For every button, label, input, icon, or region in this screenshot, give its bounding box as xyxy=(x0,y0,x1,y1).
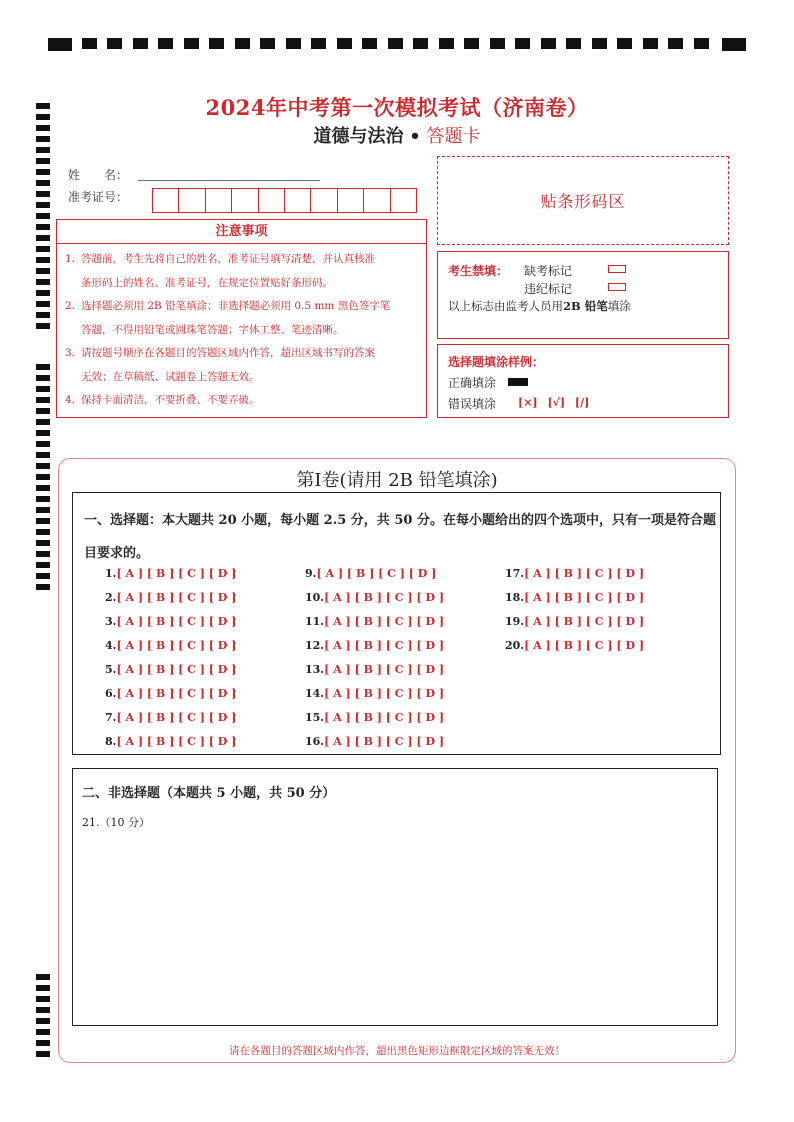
note-item xyxy=(63,319,420,343)
timing-mark xyxy=(388,38,403,49)
question-number: 16. xyxy=(305,735,325,748)
id-digit-box[interactable] xyxy=(153,189,179,212)
timing-mark xyxy=(490,38,505,49)
id-digit-box[interactable] xyxy=(232,189,258,212)
timing-mark xyxy=(36,246,50,252)
timing-mark xyxy=(36,529,50,535)
timing-mark xyxy=(184,38,199,49)
timing-mark xyxy=(36,419,50,425)
answer-options[interactable]: [ A ] [ B ] [ C ] [ D ] xyxy=(116,615,237,628)
timing-mark xyxy=(260,38,275,49)
note-item xyxy=(63,366,420,390)
timing-mark xyxy=(36,1018,50,1024)
id-digit-box[interactable] xyxy=(311,189,337,212)
answer-options[interactable]: [ A ] [ B ] [ C ] [ D ] xyxy=(116,591,237,604)
timing-mark xyxy=(36,397,50,403)
forbid-note-suffix: 填涂 xyxy=(607,299,631,313)
question-number: 2. xyxy=(105,591,117,604)
notes-box xyxy=(56,219,427,418)
choice-question-row[interactable] xyxy=(305,735,444,748)
question-number: 9. xyxy=(305,567,317,580)
id-digit-box[interactable] xyxy=(259,189,285,212)
answer-options[interactable]: [ A ] [ B ] [ C ] [ D ] xyxy=(116,639,237,652)
choice-question-row[interactable] xyxy=(105,615,236,628)
answer-options[interactable]: [ A ] [ B ] [ C ] [ D ] xyxy=(116,567,237,580)
timing-mark xyxy=(36,1029,50,1035)
choice-question-row[interactable] xyxy=(105,591,236,604)
note-text: 答题，不得用铅笔或圆珠笔答题；字体工整、笔迹清晰。 xyxy=(81,323,344,336)
notes-heading: 注意事项 xyxy=(57,220,426,244)
answer-options[interactable]: [ A ] [ B ] [ C ] [ D ] xyxy=(324,591,445,604)
timing-mark xyxy=(36,562,50,568)
timing-mark xyxy=(337,38,352,49)
question-number: 13. xyxy=(305,663,325,676)
timing-mark xyxy=(36,169,50,175)
timing-mark xyxy=(36,452,50,458)
timing-mark xyxy=(36,235,50,241)
answer-options[interactable]: [ A ] [ B ] [ C ] [ D ] xyxy=(524,639,645,652)
id-digit-box[interactable] xyxy=(179,189,205,212)
choice-question-row[interactable] xyxy=(505,615,644,628)
timing-mark xyxy=(36,158,50,164)
choice-question-row[interactable] xyxy=(305,615,444,628)
note-item xyxy=(63,389,420,413)
essay-title: 二、非选择题（本题共 5 小题，共 50 分） xyxy=(82,786,336,801)
candidate-forbidden-box xyxy=(437,251,729,339)
timing-mark xyxy=(286,38,301,49)
answer-options[interactable]: [ A ] [ B ] [ C ] [ D ] xyxy=(116,735,237,748)
timing-mark xyxy=(617,38,632,49)
question-number: 14. xyxy=(305,687,325,700)
correct-fill-mark xyxy=(508,378,528,386)
question-number: 19. xyxy=(505,615,525,628)
timing-mark xyxy=(36,974,50,980)
timing-mark xyxy=(36,430,50,436)
timing-mark xyxy=(592,38,607,49)
choice-question-row[interactable] xyxy=(305,639,444,652)
timing-mark xyxy=(36,375,50,381)
timing-mark xyxy=(36,301,50,307)
timing-mark xyxy=(36,268,50,274)
barcode-area xyxy=(437,156,729,245)
timing-mark xyxy=(36,985,50,991)
exam-id-label: 准考证号： xyxy=(68,190,129,204)
question-number: 4. xyxy=(105,639,117,652)
question-number: 1. xyxy=(105,567,117,580)
timing-mark xyxy=(36,257,50,263)
choice-question-row[interactable] xyxy=(505,639,644,652)
timing-mark xyxy=(36,518,50,524)
choice-question-row[interactable] xyxy=(505,567,644,580)
essay-answer-box[interactable] xyxy=(72,768,718,1026)
timing-mark xyxy=(566,38,581,49)
timing-mark xyxy=(36,1007,50,1013)
choice-question-row[interactable] xyxy=(305,591,444,604)
timing-mark xyxy=(36,584,50,590)
wrong-fill-marks: [×] [√] [/] xyxy=(518,396,590,409)
note-text: 无效；在草稿纸、试题卷上答题无效。 xyxy=(81,370,260,383)
timing-mark xyxy=(36,312,50,318)
timing-mark xyxy=(36,441,50,447)
timing-mark xyxy=(311,38,326,49)
question-number: 20. xyxy=(505,639,525,652)
choice-instructions: 一、选择题：本大题共 20 小题，每小题 2.5 分，共 50 分。在每小题给出的四个选项中，只有一项是符合题目要求的。 xyxy=(84,513,716,561)
timing-mark xyxy=(668,38,683,49)
timing-mark xyxy=(36,551,50,557)
choice-question-row[interactable] xyxy=(305,687,444,700)
timing-mark xyxy=(36,408,50,414)
timing-mark xyxy=(36,180,50,186)
answer-options[interactable]: [ A ] [ B ] [ C ] [ D ] xyxy=(324,615,445,628)
answer-options[interactable]: [ A ] [ B ] [ C ] [ D ] xyxy=(524,591,645,604)
timing-mark xyxy=(694,38,709,49)
note-item xyxy=(63,248,420,272)
note-text: 保持卡面清洁，不要折叠、不要弄破。 xyxy=(81,394,260,406)
forbid-note-prefix: 以上标志由监考人员用 xyxy=(448,299,563,313)
question-number: 17. xyxy=(505,567,525,580)
page-title: 2024年中考第一次模拟考试（济南卷） xyxy=(205,95,589,120)
question-21-label: 21.（10 分） xyxy=(82,816,150,829)
note-text: 答题前，考生先将自己的姓名，准考证号填写清楚，并认真核准 xyxy=(81,253,375,265)
timing-mark xyxy=(541,38,556,49)
answer-options[interactable]: [ A ] [ B ] [ C ] [ D ] xyxy=(324,663,445,676)
sample-title: 选择题填涂样例： xyxy=(448,355,545,369)
timing-mark xyxy=(158,38,173,49)
choice-question-row[interactable] xyxy=(505,591,644,604)
page-subtitle xyxy=(0,122,794,148)
timing-mark xyxy=(36,224,50,230)
choice-question-row[interactable] xyxy=(105,735,236,748)
answer-options[interactable]: [ A ] [ B ] [ C ] [ D ] xyxy=(324,687,445,700)
subject-name: 道德与法治 xyxy=(313,126,404,147)
choice-question-row[interactable] xyxy=(105,687,236,700)
timing-mark xyxy=(107,38,122,49)
timing-mark xyxy=(209,38,224,49)
question-number: 3. xyxy=(105,615,117,628)
question-number: 12. xyxy=(305,639,325,652)
forbid-note xyxy=(448,298,631,314)
timing-mark xyxy=(36,996,50,1002)
note-number: 4. xyxy=(65,394,76,406)
choice-question-row[interactable] xyxy=(105,567,236,580)
id-digit-box[interactable] xyxy=(206,189,232,212)
id-digit-box[interactable] xyxy=(391,189,416,212)
timing-mark xyxy=(413,38,428,49)
wrong-fill-label: 错误填涂 xyxy=(448,397,497,411)
timing-mark xyxy=(36,202,50,208)
timing-mark xyxy=(515,38,530,49)
answer-options[interactable]: [ A ] [ B ] [ C ] [ D ] xyxy=(316,567,437,580)
id-digit-box[interactable] xyxy=(338,189,364,212)
answer-options[interactable]: [ A ] [ B ] [ C ] [ D ] xyxy=(116,711,237,724)
note-number: 3. xyxy=(65,347,76,359)
timing-mark xyxy=(36,213,50,219)
answer-options[interactable]: [ A ] [ B ] [ C ] [ D ] xyxy=(324,711,445,724)
correct-fill-label: 正确填涂 xyxy=(448,376,497,390)
forbid-note-bold: 2B 铅笔 xyxy=(563,299,608,313)
timing-mark xyxy=(439,38,454,49)
section-title: 第Ⅰ卷(请用 2B 铅笔填涂) xyxy=(296,470,498,491)
exam-id-boxes[interactable] xyxy=(152,188,417,213)
fill-sample-box xyxy=(437,344,729,418)
question-number: 5. xyxy=(105,663,117,676)
timing-mark xyxy=(36,496,50,502)
timing-mark xyxy=(36,191,50,197)
absent-mark-box xyxy=(608,265,626,273)
notes-list xyxy=(57,244,426,413)
absent-mark-label: 缺考标记 xyxy=(524,264,573,278)
footer-warning: 请在各题目的答题区域内作答，超出黑色矩形边框限定区域的答案无效！ xyxy=(229,1045,565,1057)
question-number: 10. xyxy=(305,591,325,604)
barcode-label: 贴条形码区 xyxy=(540,192,626,211)
question-number: 7. xyxy=(105,711,117,724)
timing-mark xyxy=(36,290,50,296)
timing-mark xyxy=(36,279,50,285)
timing-mark xyxy=(362,38,377,49)
name-field[interactable] xyxy=(138,180,320,181)
forbid-title: 考生禁填： xyxy=(448,264,509,278)
timing-mark xyxy=(643,38,658,49)
choice-question-row[interactable] xyxy=(105,639,236,652)
question-number: 18. xyxy=(505,591,525,604)
top-timing-marks xyxy=(48,38,746,52)
question-number: 15. xyxy=(305,711,325,724)
subtitle-dot: • xyxy=(409,126,421,147)
note-text: 选择题必须用 2B 铅笔填涂；非选择题必须用 0.5 mm 黑色签字笔 xyxy=(81,300,391,312)
timing-mark xyxy=(722,38,746,51)
note-item xyxy=(63,342,420,366)
answer-options[interactable]: [ A ] [ B ] [ C ] [ D ] xyxy=(324,735,445,748)
note-number: 2. xyxy=(65,300,76,312)
timing-mark xyxy=(36,507,50,513)
id-digit-box[interactable] xyxy=(285,189,311,212)
choice-question-row[interactable] xyxy=(305,711,444,724)
violation-mark-label: 违纪标记 xyxy=(524,282,573,296)
timing-mark xyxy=(36,573,50,579)
timing-mark xyxy=(82,38,97,49)
timing-mark xyxy=(133,38,148,49)
note-text: 条形码上的姓名、准考证号，在规定位置贴好条形码。 xyxy=(81,276,333,289)
answer-options[interactable]: [ A ] [ B ] [ C ] [ D ] xyxy=(524,615,645,628)
answer-options[interactable]: [ A ] [ B ] [ C ] [ D ] xyxy=(116,663,237,676)
violation-mark-box xyxy=(608,283,626,291)
question-number: 8. xyxy=(105,735,117,748)
name-label: 姓 名： xyxy=(68,168,129,182)
answer-options[interactable]: [ A ] [ B ] [ C ] [ D ] xyxy=(116,687,237,700)
note-text: 请按题号顺序在各题目的答题区域内作答，超出区域书写的答案 xyxy=(81,347,375,359)
choice-question-row[interactable] xyxy=(105,663,236,676)
choice-question-row[interactable] xyxy=(105,711,236,724)
timing-mark xyxy=(48,38,72,51)
timing-mark xyxy=(36,540,50,546)
question-number: 11. xyxy=(305,615,325,628)
answer-options[interactable]: [ A ] [ B ] [ C ] [ D ] xyxy=(324,639,445,652)
timing-mark xyxy=(36,386,50,392)
note-number: 1. xyxy=(65,253,76,265)
timing-mark xyxy=(464,38,479,49)
choice-question-row[interactable] xyxy=(305,663,444,676)
note-item xyxy=(63,295,420,319)
choice-question-row[interactable] xyxy=(305,567,436,580)
note-item xyxy=(63,272,420,296)
timing-mark xyxy=(36,364,50,370)
id-digit-box[interactable] xyxy=(364,189,390,212)
question-number: 6. xyxy=(105,687,117,700)
timing-mark xyxy=(235,38,250,49)
answer-options[interactable]: [ A ] [ B ] [ C ] [ D ] xyxy=(524,567,645,580)
answer-card-label: 答题卡 xyxy=(426,126,481,147)
timing-mark xyxy=(36,323,50,329)
